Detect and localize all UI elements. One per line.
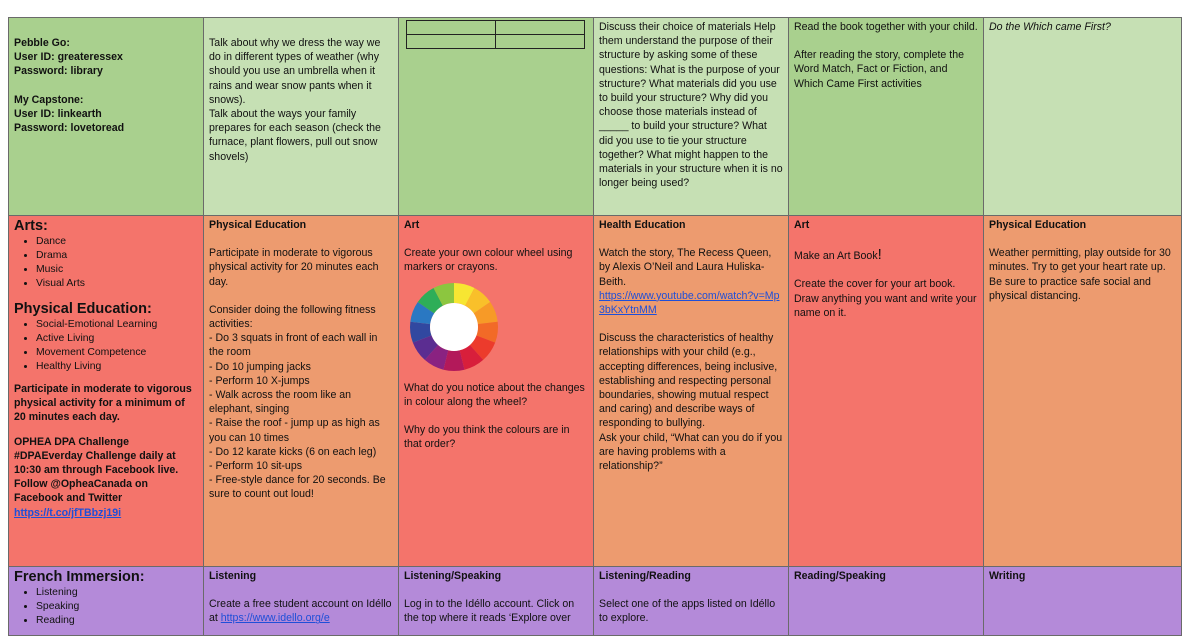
pe-note: Participate in moderate to vigorous physical activity for a minimum of 20 minutes each day. bbox=[14, 383, 192, 424]
list-item: • Speaking bbox=[36, 600, 198, 614]
list-item: - Walk across the room like an elephant, singing bbox=[209, 389, 352, 416]
french-immersion-title: French Immersion: bbox=[14, 569, 145, 585]
french-list bbox=[14, 586, 198, 628]
pe-list bbox=[14, 318, 198, 374]
art-book-exclamation: ! bbox=[877, 246, 882, 264]
row1-col2-cell bbox=[203, 17, 399, 216]
list-item: - Do 12 karate kicks (6 on each leg) bbox=[209, 445, 377, 458]
row3-col5-cell bbox=[788, 566, 984, 636]
row2-col6-cell bbox=[983, 215, 1182, 567]
materials-discussion-text: Discuss their choice of materials Help them understand the purpose of their structure by asking some of these questions: What is the purpose of your structure? What materials did you use to build your structure? Why did you choose those materials instead of _____ to build your structure? What did you use to tie your structure together? What might happen to the materials in your structure when it is no longer being used? bbox=[599, 21, 783, 190]
weather-discussion-text: Talk about why we dress the way we do in different types of weather (why should you use an umbrella when it rains and wear snow pants when it snows). bbox=[209, 37, 381, 106]
empty-mini-table bbox=[406, 20, 585, 49]
list-item: • Drama bbox=[36, 249, 198, 263]
row2-col2-cell bbox=[203, 215, 399, 567]
list-item: • Music bbox=[36, 263, 198, 277]
pebble-go-label: Pebble Go: bbox=[14, 37, 70, 49]
cell-header: Art bbox=[794, 219, 810, 231]
row1-col4-cell bbox=[593, 17, 789, 216]
row2-col3-cell bbox=[398, 215, 594, 567]
list-item: • Healthy Living bbox=[36, 360, 198, 374]
list-item: • Dance bbox=[36, 235, 198, 249]
list-item: - Perform 10 X-jumps bbox=[209, 374, 310, 387]
row3-col3-cell bbox=[398, 566, 594, 636]
arts-title: Arts: bbox=[14, 218, 48, 234]
list-item: • Social-Emotional Learning bbox=[36, 318, 198, 332]
list-item: • Active Living bbox=[36, 332, 198, 346]
list-item: - Perform 10 sit-ups bbox=[209, 460, 303, 473]
colour-wheel-question1: What do you notice about the changes in colour along the wheel? bbox=[404, 381, 585, 408]
pe-title: Physical Education: bbox=[14, 301, 152, 317]
after-reading-text: After reading the story, complete the Word Match, Fact or Fiction, and Which Came First activities bbox=[794, 49, 964, 90]
pebble-go-userid: User ID: greateressex bbox=[14, 51, 123, 64]
list-item: • Listening bbox=[36, 586, 198, 600]
cell-header: Art bbox=[404, 219, 420, 231]
list-item: - Do 10 jumping jacks bbox=[209, 360, 311, 373]
pe-intro-text: Participate in moderate to vigorous physical activity for 20 minutes each day. bbox=[209, 247, 379, 288]
list-item: - Do 3 squats in front of each wall in the room bbox=[209, 332, 378, 359]
idello-account-label: Create a free student account on Idéllo at bbox=[209, 598, 392, 625]
art-book-text bbox=[794, 248, 978, 263]
read-together-text: Read the book together with your child. bbox=[794, 21, 978, 33]
arts-list bbox=[14, 235, 198, 291]
fitness-consider-text: Consider doing the following fitness activities: bbox=[209, 303, 376, 331]
idello-link[interactable]: https://www.idello.org/e bbox=[220, 612, 330, 625]
row1-col3-cell bbox=[398, 17, 594, 216]
row3-col1-cell bbox=[8, 566, 204, 636]
play-outside-text: Weather permitting, play outside for 30 minutes. Try to get your heart rate up. Be sure to practice safe social and physical distancing. bbox=[989, 247, 1171, 302]
row2-col5-cell bbox=[788, 215, 984, 567]
cell-header: Physical Education bbox=[209, 219, 307, 231]
row2-col4-cell bbox=[593, 215, 789, 567]
cell-header: Health Education bbox=[599, 219, 686, 231]
capstone-userid: User ID: linkearth bbox=[14, 107, 102, 120]
colour-wheel-question2: Why do you think the colours are in that order? bbox=[404, 424, 570, 451]
row1-col6-cell bbox=[983, 17, 1182, 216]
cell-header: Writing bbox=[989, 570, 1026, 582]
art-book-cover-text: Create the cover for your art book. Draw anything you want and write your name on it. bbox=[794, 278, 977, 319]
youtube-link[interactable]: https://www.youtube.com/watch?v=Mp3bKxYtnMM bbox=[599, 289, 780, 317]
colour-wheel-image bbox=[406, 279, 502, 375]
mini-table-cell bbox=[407, 21, 496, 35]
row3-col6-cell bbox=[983, 566, 1182, 636]
cell-header: Reading/Speaking bbox=[794, 570, 886, 582]
row1-col1-cell bbox=[8, 17, 204, 216]
list-item: - Free-style dance for 20 seconds. Be sure to count out loud! bbox=[209, 474, 386, 501]
list-item: • Visual Arts bbox=[36, 277, 198, 291]
cell-header: Listening/Speaking bbox=[404, 570, 502, 582]
ask-child-text: Ask your child, “What can you do if you are having problems with a relationship?” bbox=[599, 431, 783, 473]
list-item: • Reading bbox=[36, 614, 198, 628]
cell-header: Listening/Reading bbox=[599, 570, 691, 582]
ophea-text: OPHEA DPA Challenge #DPAEverday Challenge daily at 10:30 am through Facebook live. Follow @OpheaCanada on Facebook and Twitter bbox=[14, 435, 179, 505]
row2-col1-cell bbox=[8, 215, 204, 567]
idello-login-text: Log in to the Idéllo account. Click on the top where it reads ‘Explore over bbox=[404, 598, 575, 625]
mini-table-cell bbox=[496, 21, 585, 35]
capstone-password: Password: lovetoread bbox=[14, 122, 125, 135]
season-prep-text: Talk about the ways your family prepares for each season (check the furnace, plant flowers, pull out snow shovels) bbox=[209, 108, 381, 163]
pebble-go-password: Password: library bbox=[14, 65, 103, 78]
recess-queen-text: Watch the story, The Recess Queen, by Alexis O’Neil and Laura Huliska-Beith. bbox=[599, 247, 772, 288]
cell-header: Physical Education bbox=[989, 219, 1087, 231]
ophea-link[interactable]: https://t.co/jfTBbzj19i bbox=[14, 506, 122, 519]
mini-table-cell bbox=[407, 35, 496, 49]
idello-apps-text: Select one of the apps listed on Idéllo to explore. bbox=[599, 598, 776, 625]
capstone-label: My Capstone: bbox=[14, 93, 84, 106]
row3-col4-cell bbox=[593, 566, 789, 636]
which-came-first-text: Do the Which came First? bbox=[989, 21, 1111, 33]
cell-header: Listening bbox=[209, 570, 257, 582]
colour-wheel-instruction: Create your own colour wheel using markers or crayons. bbox=[404, 247, 573, 274]
mini-table-cell bbox=[496, 35, 585, 49]
row3-col2-cell bbox=[203, 566, 399, 636]
list-item: • Movement Competence bbox=[36, 346, 198, 360]
idello-account-text bbox=[209, 597, 393, 625]
list-item: - Raise the roof - jump up as high as you can 10 times bbox=[209, 417, 380, 444]
art-book-label: Make an Art Book bbox=[794, 250, 878, 263]
healthy-relationships-text: Discuss the characteristics of healthy relationships with your child (e.g., accepting differences, being inclusive, establishing and respecting personal boundaries, showing mutual respect and caring) and describe ways of responding to bullying. bbox=[599, 332, 778, 430]
row1-col5-cell bbox=[788, 17, 984, 216]
colour-wheel-center bbox=[430, 303, 478, 351]
